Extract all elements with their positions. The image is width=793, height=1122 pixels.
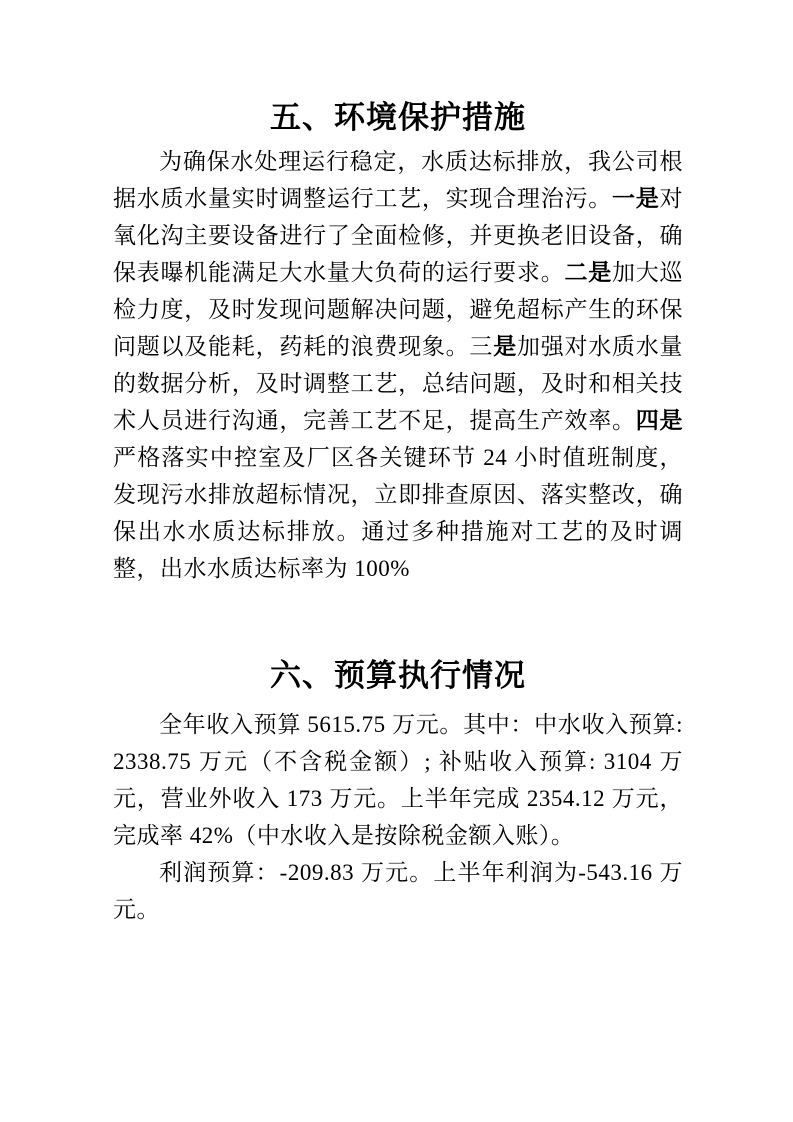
section-6-paragraph-1 <box>113 706 683 854</box>
text-run: 加强对水质水量的数据分析，及时调整工艺，总结问题，及时和相关技术人员进行沟通，完善工艺不足，提高生产效率。 <box>113 334 684 433</box>
text-run: 严格落实中控室及厂区各关键环节 24 小时值班制度，发现污水排放超标情况，立即排查原因、落实整改，确保出水水质达标排放。通过多种措施对工艺的及时调整，出水水质达标率为 100% <box>113 445 683 581</box>
section-5-paragraph <box>113 143 683 587</box>
text-run: 利润预算：-209.83 万元。上半年利润为-543.16 万元。 <box>113 860 683 922</box>
document-content <box>113 0 683 928</box>
section-5-title: 五、环境保护措施 <box>270 100 526 135</box>
bold-text-run: 是 <box>493 334 517 359</box>
bold-text-run: 一是 <box>611 186 660 211</box>
text-run: 加大巡检力度，及时发现问题解决问题，避免超标产生的环保问题以及能耗，药耗的浪费现象。三 <box>113 260 684 359</box>
bold-text-run: 二是 <box>564 260 612 285</box>
text-run: 全年收入预算 5615.75 万元。其中：中水收入预算: 2338.75 万元（不含税金额）; 补贴收入预算: 3104 万元，营业外收入 173 万元。上半年完成 2354.12 万元，完成率 42%（中水收入是按除税金额入账）。 <box>113 712 683 848</box>
bold-text-run: 四是 <box>635 408 684 433</box>
section-6-title: 六、预算执行情况 <box>270 658 526 693</box>
text-run: 对氧化沟主要设备进行了全面检修，并更换老旧设备，确保表曝机能满足大水量大负荷的运行要求。 <box>113 186 684 285</box>
text-run: 为确保水处理运行稳定，水质达标排放，我公司根据水质水量实时调整运行工艺，实现合理治污。 <box>113 149 683 211</box>
section-6-paragraph-2 <box>113 854 683 928</box>
